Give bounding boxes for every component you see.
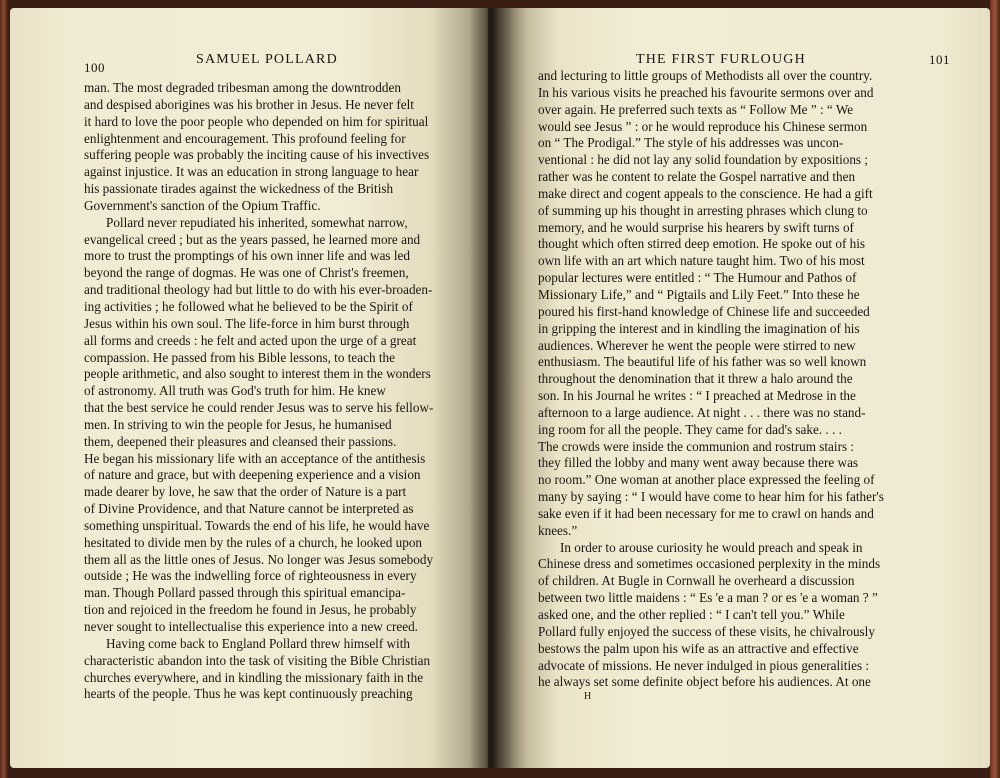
text-line: In his various visits he preached his favourite sermons over and	[538, 84, 874, 100]
text-line: evangelical creed ; but as the years passed, he learned more and	[84, 231, 421, 247]
book-cover-edge	[990, 0, 1000, 778]
text-line: afternoon to a large audience. At night . . . there was no stand-	[538, 404, 866, 420]
text-line: asked one, and the other replied : “ I can't tell you.” While	[538, 607, 845, 622]
text-line: make direct and cogent appeals to the conscience. He had a gift	[538, 185, 873, 201]
text-line: enlightenment and encouragement. This profound feeling for	[84, 130, 406, 146]
text-line: knees.”	[538, 522, 578, 538]
text-line: Government's sanction of the Opium Traffic.	[84, 197, 321, 213]
text-line: popular lectures were entitled : “ The Humour and Pathos of	[538, 270, 857, 286]
text-line: of children. At Bugle in Cornwall he overheard a discussion	[538, 573, 855, 589]
text-line: something unspiritual. Towards the end of his life, he would have	[84, 517, 430, 533]
text-line: ing activities ; he followed what he believed to be the Spirit of	[84, 298, 413, 314]
running-head-right: THE FIRST FURLOUGH	[636, 52, 806, 67]
text-line: outside ; He was the indwelling force of righteousness in every	[84, 568, 417, 584]
text-line: would see Jesus ” : or he would reproduce his Chinese sermon	[538, 118, 868, 134]
text-line: sake even if it had been necessary for me to crawl on hands and	[538, 505, 874, 521]
page-number-right: 101	[929, 52, 950, 67]
text-line: Pollard never repudiated his inherited, somewhat narrow,	[106, 214, 408, 230]
text-line: it hard to love the poor people who depended on him for spiritual	[84, 113, 429, 129]
text-line: hearts of the people. Thus he was kept continuously preaching	[84, 686, 413, 702]
text-line: them all as the little ones of Jesus. No longer was Jesus somebody	[84, 551, 434, 567]
text-line: throughout the denomination that it threw a halo around the	[538, 371, 853, 387]
text-line: they filled the lobby and many went away because there was	[538, 455, 859, 471]
right-page	[488, 8, 990, 768]
text-line: tion and rejoiced in the freedom he found in Jesus, he probably	[84, 602, 417, 618]
text-line: he always set some definite object before his audiences. At one	[538, 674, 871, 690]
text-line: on “ The Prodigal.” The style of his addresses was uncon-	[538, 135, 844, 151]
text-line: compassion. He passed from his Bible lessons, to teach the	[84, 349, 395, 365]
text-line: of Divine Providence, and that Nature cannot be interpreted as	[84, 501, 414, 517]
text-line: He began his missionary life with an acceptance of the antithesis	[84, 450, 426, 466]
text-line: son. In his Journal he writes : “ I preached at Medrose in the	[538, 388, 856, 404]
text-line: advocate of missions. He never indulged in pious generalities :	[538, 657, 870, 673]
text-line: in gripping the interest and in kindling the imagination of his	[538, 320, 860, 336]
text-line: between two little maidens : “ Es 'e a man ? or es 'e a woman ? ”	[538, 590, 878, 606]
text-line: bestows the palm upon his wife as an attractive and effective	[538, 640, 859, 656]
text-line: over again. He preferred such texts as “ Follow Me ” : “ We	[538, 101, 854, 117]
text-line: memory, and he would surprise his hearers by swift turns of	[538, 219, 854, 235]
text-line: Pollard fully enjoyed the success of these visits, he chivalrously	[538, 623, 875, 639]
text-line: man. Though Pollard passed through this spiritual emancipa-	[84, 585, 406, 601]
text-line: poured his first-hand knowledge of Chinese life and succeeded	[538, 303, 870, 319]
text-line: against injustice. It was an education in strong language to hear	[84, 164, 419, 180]
text-line: Jesus within his own soul. The life-force in him burst through	[84, 315, 410, 331]
text-line: many by saying : “ I would have come to hear him for his father's	[538, 489, 884, 505]
text-line: suffering people was probably the inciting cause of his invectives	[84, 147, 430, 163]
text-line: beyond the range of dogmas. He was one of Christ's freemen,	[84, 265, 409, 281]
text-line: all forms and creeds : he felt and acted upon the urge of a great	[84, 332, 417, 348]
page-number-left: 100	[84, 60, 105, 75]
text-line: The crowds were inside the communion and rostrum stairs :	[538, 438, 855, 454]
text-line: churches everywhere, and in kindling the missionary faith in the	[84, 669, 424, 685]
right-page-body	[538, 68, 952, 691]
text-line: that the best service he could render Jesus was to serve his fellow-	[84, 400, 434, 416]
text-line: and lecturing to little groups of Methodists all over the country.	[538, 68, 873, 83]
text-line: Missionary Life,” and “ Pigtails and Lily Feet.” Into these he	[538, 286, 860, 302]
text-line: no room.” One woman at another place expressed the feeling of	[538, 472, 875, 488]
text-line: Having come back to England Pollard threw himself with	[106, 635, 410, 651]
text-line: and traditional theology had but little to do with his ever-broaden-	[84, 282, 433, 298]
text-line: of nature and grace, but with deepening experience and a vision	[84, 467, 421, 483]
text-line: of astronomy. All truth was God's truth for him. He knew	[84, 383, 386, 399]
text-line: made dearer by love, he saw that the order of Nature is a part	[84, 484, 407, 500]
text-line: man. The most degraded tribesman among the downtrodden	[84, 80, 401, 95]
text-line: people arithmetic, and also sought to interest them in the wonders	[84, 366, 431, 382]
text-line: audiences. Wherever he went the people were stirred to new	[538, 337, 856, 353]
running-head-left: SAMUEL POLLARD	[196, 52, 338, 67]
text-line: his passionate tirades against the wickedness of the British	[84, 181, 394, 197]
left-page-body	[84, 80, 468, 703]
text-line: In order to arouse curiosity he would preach and speak in	[560, 539, 863, 555]
text-line: ventional : he did not lay any solid foundation by expositions ;	[538, 152, 869, 168]
text-line: more to trust the promptings of his own inner life and was led	[84, 248, 410, 264]
text-line: hesitated to divide men by the rules of a church, he looked upon	[84, 534, 423, 550]
text-line: rather was he content to relate the Gospel narrative and then	[538, 169, 856, 185]
text-line: own life with an art which nature taught him. Two of his most	[538, 253, 865, 269]
text-line: men. In striving to win the people for Jesus, he humanised	[84, 416, 392, 432]
signature-mark: H	[584, 691, 593, 702]
text-line: never sought to intellectualise this experience into a new creed.	[84, 619, 418, 634]
text-line: Chinese dress and sometimes occasioned perplexity in the minds	[538, 556, 881, 572]
text-line: and despised aborigines was his brother in Jesus. He never felt	[84, 96, 414, 112]
text-line: thought which often stirred deep emotion. He spoke out of his	[538, 236, 866, 252]
left-page	[10, 8, 488, 768]
text-line: characteristic abandon into the task of visiting the Bible Christian	[84, 652, 431, 668]
text-line: them, deepened their pleasures and cleansed their passions.	[84, 433, 397, 449]
text-line: of summing up his thought in arresting phrases which clung to	[538, 202, 868, 218]
text-line: ing room for all the people. They came for dad's sake. . . .	[538, 421, 842, 437]
text-line: enthusiasm. The beautiful life of his father was so well known	[538, 354, 867, 370]
